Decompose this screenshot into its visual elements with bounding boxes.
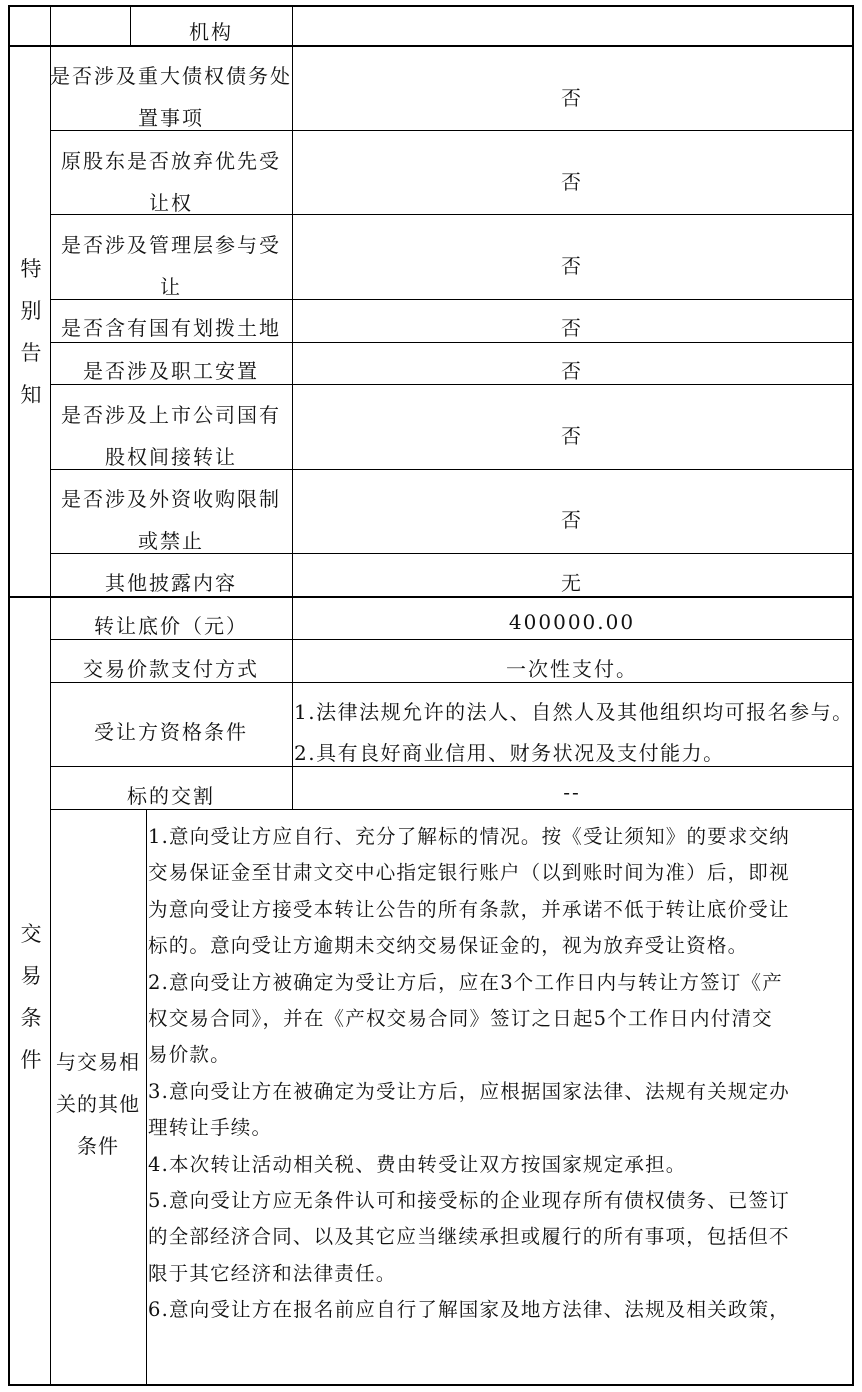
delivery-value: -- [563,780,581,804]
other-line: 理转让手续。 [148,1116,273,1140]
price-label: 转让底价（元） [94,614,248,638]
other-label-cont: 关的其他 [56,1092,140,1116]
price-value: 400000.00 [508,610,636,634]
qualification-item: 1.法律法规允许的法人、自然人及其他组织均可报名参与。 [294,700,854,724]
section-trade-char: 易 [20,964,42,988]
section-trade-char: 交 [20,922,42,946]
payment-label: 交易价款支付方式 [83,657,259,681]
special-row-value: 否 [561,170,583,194]
special-row-label: 是否涉及上市公司国有 [61,403,281,427]
other-line: 限于其它经济和法律责任。 [148,1261,397,1285]
special-row-value: 否 [561,316,583,340]
other-line: 的全部经济合同、以及其它应当继续承担或履行的所有事项，包括但不 [148,1225,790,1249]
special-row-label: 原股东是否放弃优先受 [61,149,281,173]
other-line: 2.意向受让方被确定为受让方后，应在3个工作日内与转让方签订《产 [148,970,783,994]
qualification-label: 受让方资格条件 [94,720,248,744]
section-special-char: 知 [20,383,42,407]
special-row-label-cont: 股权间接转让 [105,445,237,469]
special-row-label: 是否涉及管理层参与受 [61,233,281,257]
other-conditions-text [148,819,854,1329]
other-line: 4.本次转让活动相关税、费由转受让双方按国家规定承担。 [148,1152,687,1176]
other-line: 1.意向受让方应自行、充分了解标的情况。按《受让须知》的要求交纳 [148,825,791,848]
top-row-label: 机构 [189,20,233,44]
special-row-value: 否 [561,508,583,532]
other-line: 3.意向受让方在被确定为受让方后，应根据国家法律、法规有关规定办 [148,1079,791,1103]
qualification-item: 2.具有良好商业信用、财务状况及支付能力。 [294,741,725,765]
special-row-label-cont: 置事项 [138,106,204,130]
other-line: 为意向受让方接受本转让公告的所有条款，并承诺不低于转让底价受让 [148,897,790,921]
other-line: 5.意向受让方应无条件认可和接受标的企业现存所有债权债务、已签订 [148,1189,791,1213]
special-row-label: 是否涉及职工安置 [83,359,259,383]
special-row-value: 否 [561,86,583,110]
special-row-value: 无 [561,571,583,595]
special-row-label: 是否含有国有划拨土地 [61,316,281,340]
other-line: 交易保证金至甘肃文交中心指定银行账户（以到账时间为准）后，即视 [148,861,790,885]
other-label-cont: 条件 [77,1134,119,1158]
other-line: 权交易合同》，并在《产权交易合同》签订之日起5个工作日内付清交 [148,1007,773,1031]
section-special-char: 特 [20,257,42,281]
section-trade-char: 件 [20,1048,42,1072]
delivery-label: 标的交割 [127,784,215,808]
special-row-label-cont: 让权 [149,191,193,215]
special-row-value: 否 [561,254,583,278]
other-label: 与交易相 [56,1050,140,1074]
special-row-value: 否 [561,424,583,448]
other-line: 6.意向受让方在报名前应自行了解国家及地方法律、法规及相关政策， [148,1298,791,1322]
payment-value: 一次性支付。 [506,657,638,681]
special-row-label: 是否涉及外资收购限制 [61,487,281,511]
other-line: 标的。意向受让方逾期未交纳交易保证金的，视为放弃受让资格。 [148,934,749,958]
section-special-char: 别 [20,299,42,323]
special-row-label-cont: 让 [160,275,182,299]
section-special-char: 告 [20,341,42,365]
special-row-label-cont: 或禁止 [138,529,204,553]
other-line: 易价款。 [148,1043,231,1067]
section-trade-char: 条 [20,1006,42,1030]
special-row-label: 其他披露内容 [105,571,237,595]
special-row-value: 否 [561,359,583,383]
section-special-title [18,248,44,416]
special-row-label: 是否涉及重大债权债务处 [50,64,292,88]
section-trade-title [18,913,44,1081]
